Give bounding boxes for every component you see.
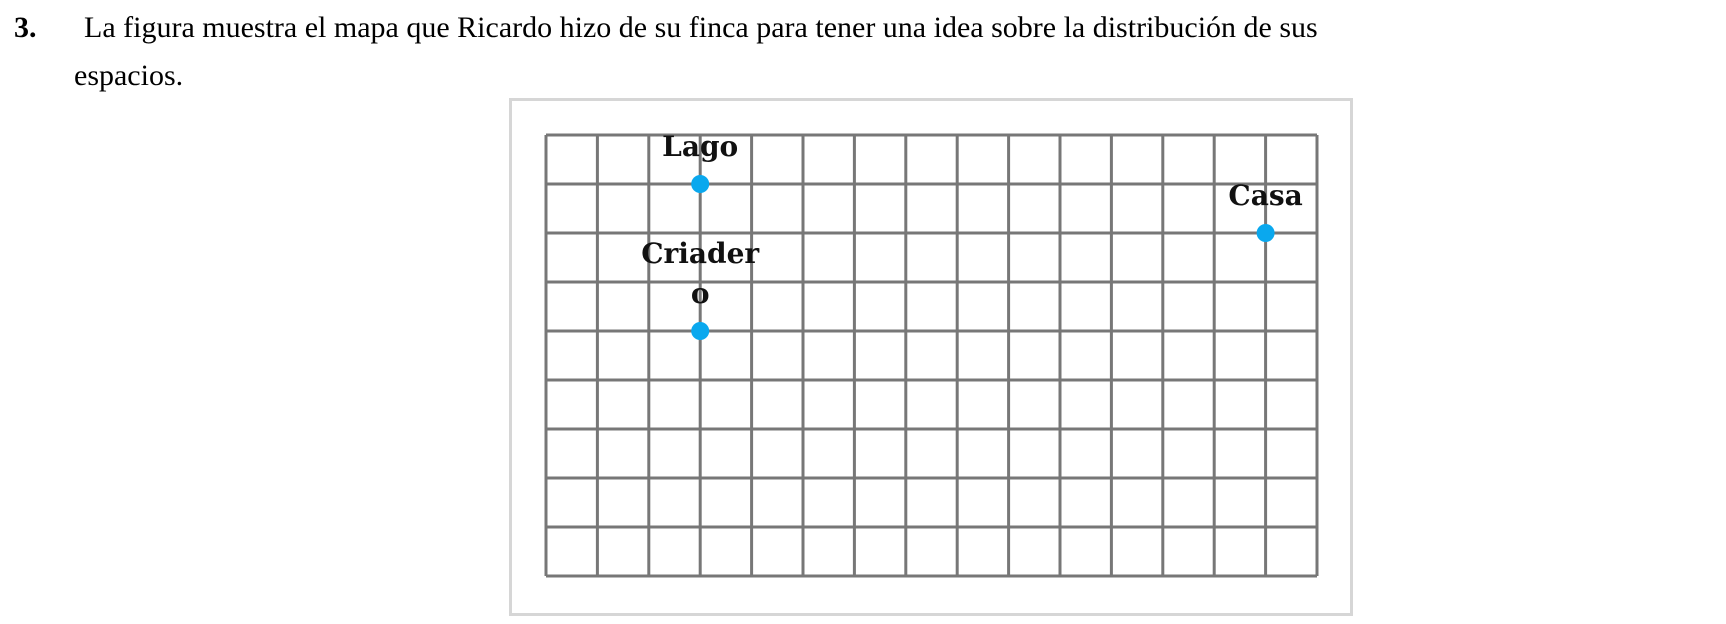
place-label-casa: Casa — [1228, 179, 1303, 212]
farm-map — [509, 98, 1353, 616]
map-grid — [546, 135, 1317, 576]
place-label-lago: Lago — [662, 130, 739, 163]
place-marker-lago — [691, 175, 709, 193]
place-marker-criadero — [691, 322, 709, 340]
place-label-criadero: o — [690, 277, 710, 310]
question-text-line-2: espacios. — [74, 59, 184, 92]
place-label-criadero: Criader — [641, 237, 760, 270]
question-number: 3. — [14, 11, 37, 44]
place-marker-casa — [1257, 224, 1275, 242]
place-criadero — [641, 237, 760, 340]
map-places — [641, 130, 1303, 340]
question-text-line-1: La figura muestra el mapa que Ricardo hizo de su finca para tener una idea sobre la distribución de sus — [84, 11, 1318, 44]
